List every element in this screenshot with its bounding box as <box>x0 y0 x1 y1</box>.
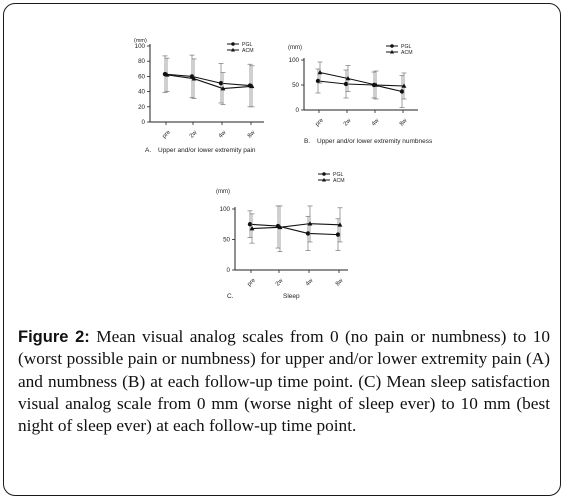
y-tick-label: 0 <box>226 267 230 274</box>
data-point <box>400 89 404 93</box>
series-line <box>318 81 402 92</box>
x-tick-label: pre <box>246 277 257 288</box>
legend-label: ACM <box>333 178 345 184</box>
figure-caption <box>18 326 550 437</box>
y-tick-label: 50 <box>292 82 299 89</box>
x-tick-label: 2w <box>274 277 285 288</box>
data-point <box>248 222 252 226</box>
x-axis-label: Upper and/or lower extremity pain <box>158 147 256 154</box>
legend-label: PGL <box>333 172 344 178</box>
legend-marker <box>390 44 394 48</box>
y-tick-label: 100 <box>219 206 230 213</box>
caption-text: Mean visual analog scales from 0 (no pain or numbness) to 10 (worst possible pain or numbness) for upper and/or lower extremity pain (A) and numbness (B) at each follow-up time point. (C) Mean sleep satisfaction visual analog scale from 0 mm (worse night of sleep ever) to 10 mm (best night of sleep ever) at each follow-up time point. <box>18 327 550 436</box>
legend-label: PGL <box>242 42 253 48</box>
y-tick-label: 50 <box>223 236 230 244</box>
x-tick-label: 4w <box>304 277 315 288</box>
series-line <box>320 73 404 87</box>
y-tick-label: 20 <box>138 103 145 111</box>
x-tick-label: 2w <box>342 117 353 128</box>
legend-label: ACM <box>242 48 254 54</box>
x-tick-label: 2w <box>188 129 199 140</box>
chart-panel-b <box>288 44 433 145</box>
panel-label: A. <box>145 147 152 154</box>
caption-label: Figure 2: <box>18 328 90 346</box>
x-tick-label: 4w <box>217 129 228 140</box>
data-point <box>306 231 310 235</box>
panel-label: B. <box>304 138 311 145</box>
legend-marker <box>322 172 326 176</box>
y-tick-label: 100 <box>134 43 145 50</box>
legend-label: ACM <box>401 50 413 56</box>
y-tick-label: 60 <box>138 73 145 81</box>
x-tick-label: 8w <box>334 277 345 288</box>
x-tick-label: pre <box>314 117 325 128</box>
legend-label: PGL <box>401 44 412 50</box>
x-axis-label: Sleep <box>283 293 300 300</box>
x-tick-label: 4w <box>370 117 381 128</box>
x-tick-label: 8w <box>398 117 409 128</box>
chart-panel-a <box>134 38 264 154</box>
y-tick-label: 40 <box>138 88 145 96</box>
legend-marker <box>231 42 235 46</box>
y-tick-label: 0 <box>295 107 299 114</box>
y-axis-label: (mm) <box>134 38 147 44</box>
x-tick-label: pre <box>161 129 172 140</box>
data-point <box>316 79 320 83</box>
series-line <box>167 75 252 89</box>
panel-label: C. <box>227 293 234 300</box>
chart-panel-c <box>216 172 348 300</box>
data-point <box>344 82 348 86</box>
y-tick-label: 0 <box>141 119 145 126</box>
x-axis-label: Upper and/or lower extremity numbness <box>317 138 433 145</box>
x-tick-label: 8w <box>246 129 257 140</box>
series-line <box>252 224 340 229</box>
y-axis-label: (mm) <box>288 45 302 51</box>
data-point <box>219 81 223 85</box>
y-axis-label: (mm) <box>216 189 230 195</box>
y-tick-label: 100 <box>288 57 299 64</box>
data-point <box>336 232 340 236</box>
y-tick-label: 80 <box>138 58 145 66</box>
